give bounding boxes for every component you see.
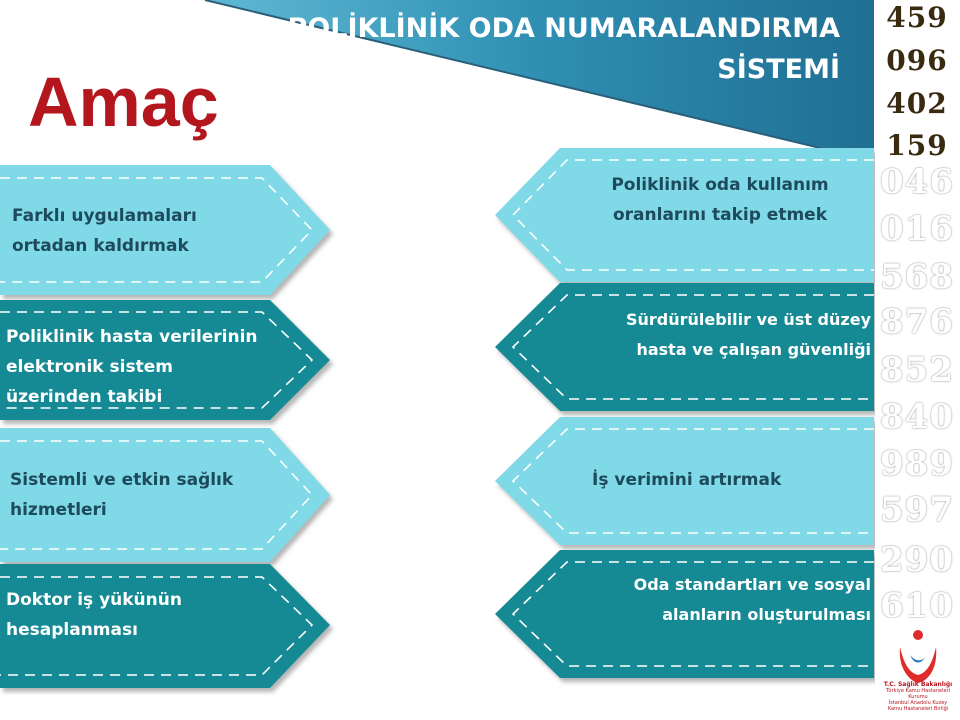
- right-item-1-text: Poliklinik oda kullanım oranlarını takip etmek: [611, 175, 829, 225]
- left-item-3-text: Sistemli ve etkin sağlık hizmetleri: [10, 470, 234, 520]
- right-item-4-text: Oda standartları ve sosyal alanların oluşturulması: [633, 575, 871, 624]
- page-title: [200, 8, 840, 90]
- number-item: 610: [880, 586, 954, 618]
- number-item: 016: [880, 209, 954, 249]
- number-item: 290: [880, 540, 954, 580]
- title-line-1: POLİKLİNİK ODA NUMARALANDIRMA: [287, 13, 840, 44]
- number-item: 989: [880, 444, 954, 484]
- number-item: 402: [886, 87, 948, 120]
- left-item-2-text: Poliklinik hasta verilerinin elektronik sistem üzerinden takibi: [6, 327, 258, 407]
- right-item-3-text: İş verimini artırmak: [592, 470, 782, 490]
- number-item: 096: [886, 44, 948, 77]
- number-item: 159: [886, 129, 948, 160]
- number-item: 568: [880, 257, 954, 297]
- right-item-2-text: Sürdürülebilir ve üst düzey hasta ve çalışan güvenliği: [625, 310, 871, 359]
- left-item-4-text: Doktor iş yükünün hesaplanması: [6, 590, 182, 640]
- number-item: 597: [880, 490, 954, 530]
- left-item-1-text: Farklı uygulamaları ortadan kaldırmak: [12, 206, 197, 256]
- number-item: 840: [880, 397, 954, 437]
- section-heading: Amaç: [28, 63, 219, 141]
- number-item: 046: [880, 162, 954, 202]
- number-item: 876: [880, 302, 954, 342]
- number-column: [874, 0, 960, 620]
- number-item: 852: [880, 350, 954, 390]
- title-line-2: SİSTEMİ: [717, 54, 840, 85]
- logo-caption: T.C. Sağlık Bakanlığı Türkiye Kamu Hastaneleri Kurumu İstanbul Anadolu Kuzey Kamu Hastaneleri Birliği: [883, 681, 953, 712]
- number-item: 459: [886, 1, 948, 34]
